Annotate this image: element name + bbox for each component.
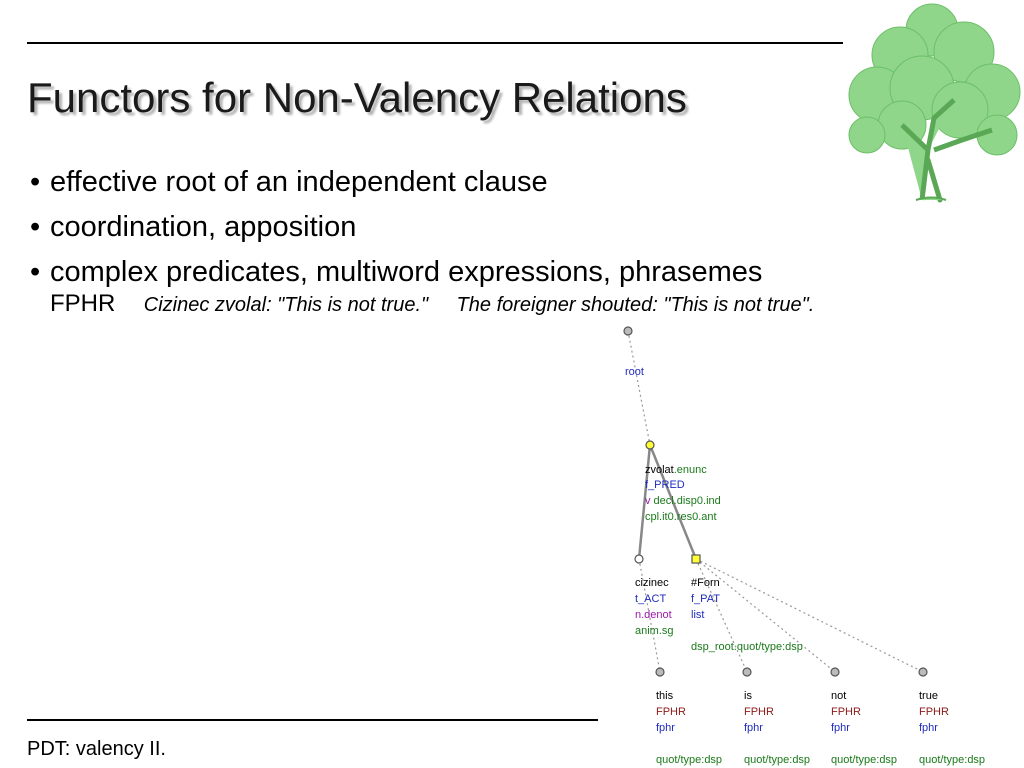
zvolat-v: v [645,495,651,507]
top-divider [27,42,843,44]
leaf-word: this [656,690,674,702]
edge-forn-not [696,559,835,672]
tree-node-forn [692,555,700,563]
leaf-type: fphr [831,722,850,734]
zvolat-functor: f_PRED [645,479,685,491]
footer-text: PDT: valency II. [27,738,166,760]
cizinec-gram1: n.denot [635,609,672,621]
leaf-functor: FPHR [744,706,774,718]
tree-icon [842,0,1024,205]
tree-node-root [624,327,632,335]
example-czech: Cizinec zvolal: "This is not true." [143,294,429,316]
zvolat-lemma: zvolat [645,464,674,476]
example-functor: FPHR [50,290,116,317]
forn-functor: f_PAT [691,593,720,605]
leaf-word: is [744,690,752,702]
cizinec-functor: t_ACT [635,593,667,605]
forn-gram2: dsp_root.quot/type:dsp [691,641,803,653]
edge-root-zvolat [628,331,650,445]
edge-forn-true [696,559,923,672]
bullet-text: effective root of an independent clause [50,166,548,198]
bullet-item [30,250,762,295]
bullet-list [30,160,762,295]
leaf-type: fphr [919,722,938,734]
leaf-functor: FPHR [919,706,949,718]
bullet-marker: • [30,211,41,243]
bullet-text: complex predicates, multiword expressions, phrasemes [50,256,763,288]
bottom-divider [27,719,598,721]
zvolat-gram2: cpl.it0.res0.ant [645,511,717,523]
bullet-item [30,160,762,205]
zvolat-gram1: decl.disp0.ind [653,495,721,507]
slide-title: Functors for Non-Valency Relations [27,74,687,121]
zvolat-gram1-line [645,495,721,507]
leaf-type: fphr [744,722,763,734]
leaf-functor: FPHR [831,706,861,718]
bullet-marker: • [30,256,41,288]
zvolat-suffix: .enunc [673,464,707,476]
leaf-type: fphr [656,722,675,734]
example-english: The foreigner shouted: "This is not true". [456,294,815,316]
tree-node-is [743,668,751,676]
dependency-tree [600,320,1020,768]
leaf-attr: quot/type:dsp [831,754,898,766]
tree-node-true [919,668,927,676]
forn-lemma: #Forn [691,577,720,589]
cizinec-gram2: anim.sg [635,625,674,637]
leaf-word: not [831,690,847,702]
leaf-attr: quot/type:dsp [919,754,986,766]
tree-node-cizinec [635,555,643,563]
tree-node-this [656,668,664,676]
leaf-word: true [919,690,938,702]
bullet-text: coordination, apposition [50,211,357,243]
bullet-marker: • [30,166,41,198]
leaf-attr: quot/type:dsp [656,754,723,766]
cizinec-lemma: cizinec [635,577,669,589]
leaf-functor: FPHR [656,706,686,718]
forn-gram1: list [691,609,705,621]
tree-node-not [831,668,839,676]
example-line [50,290,814,318]
bullet-item [30,205,762,250]
tree-node-zvolat [646,441,654,449]
root-label: root [625,366,644,378]
leaf-attr: quot/type:dsp [744,754,811,766]
zvolat-label [645,464,707,476]
